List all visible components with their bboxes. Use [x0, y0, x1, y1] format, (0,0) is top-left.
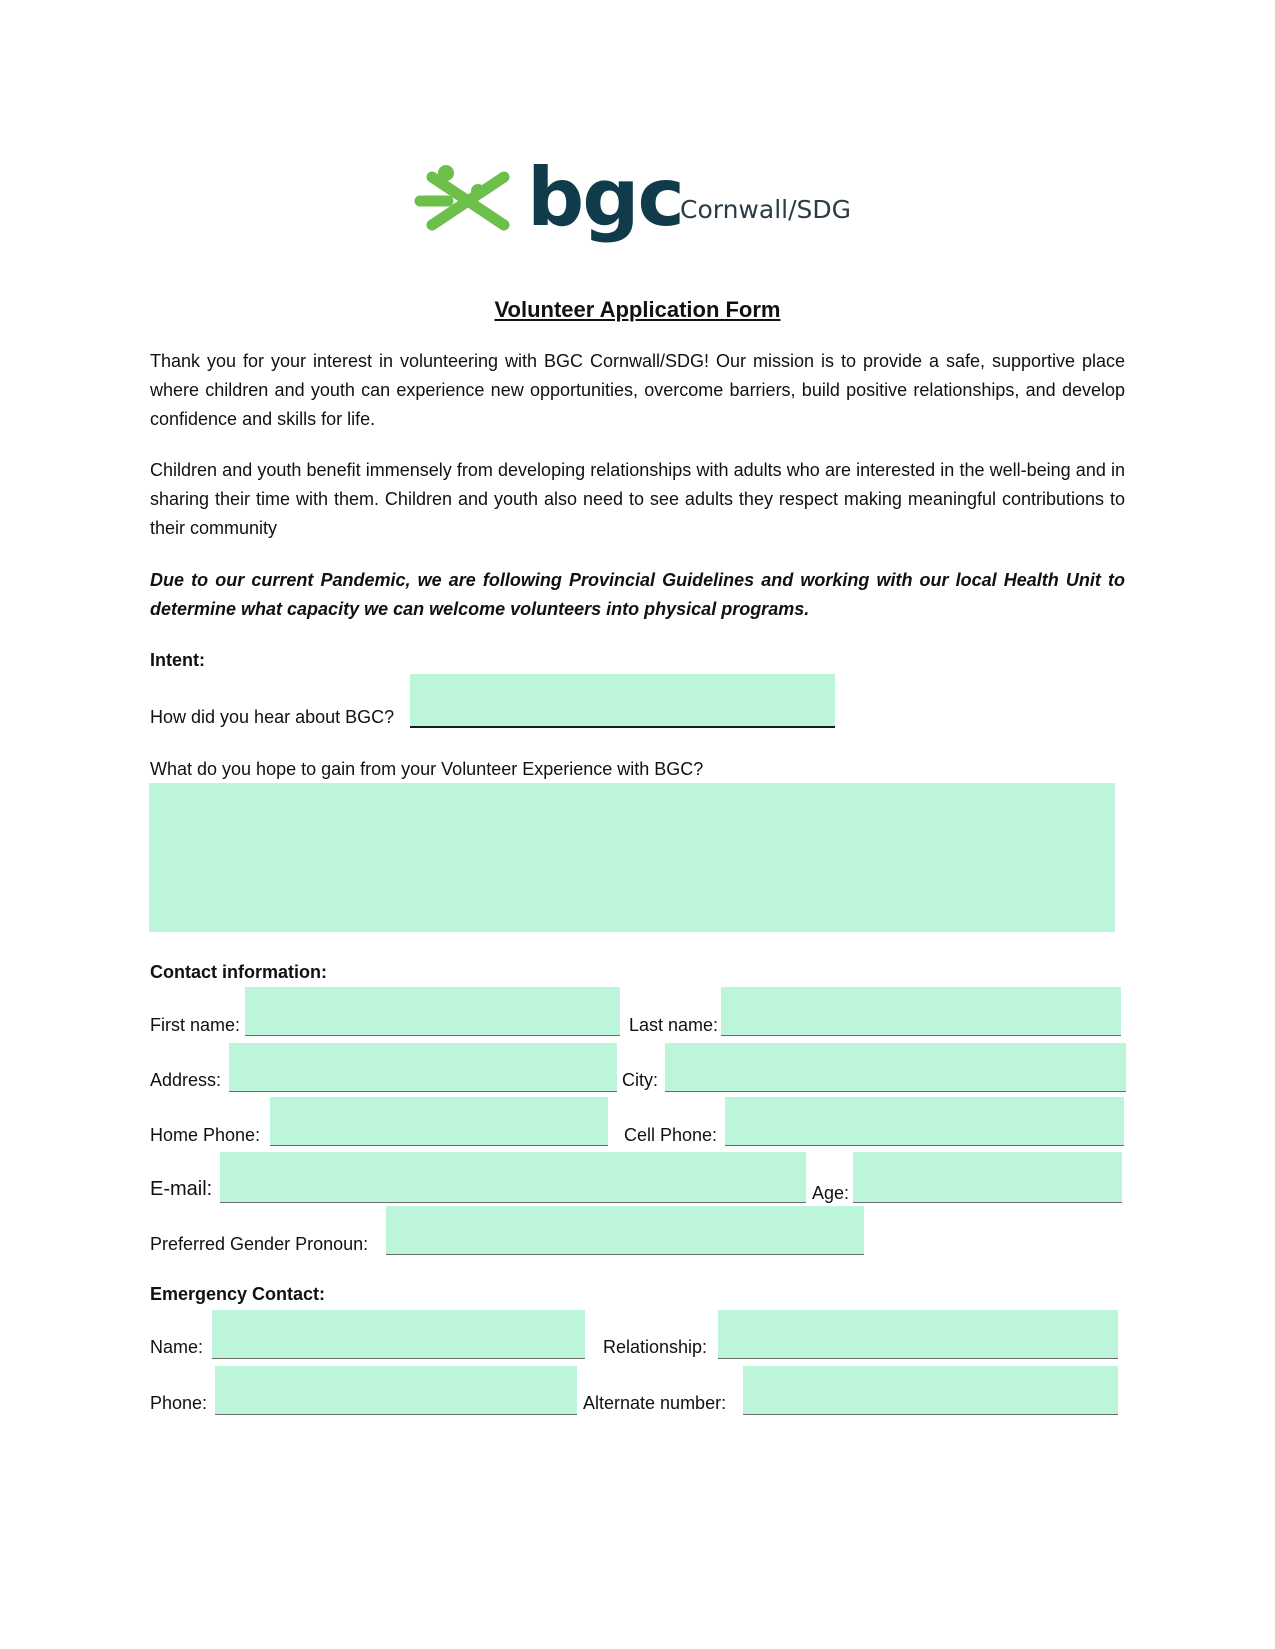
- cell-phone-field[interactable]: [725, 1097, 1124, 1146]
- age-label: Age:: [812, 1183, 850, 1203]
- last-name-label: Last name:: [629, 1015, 719, 1035]
- hear-about-field[interactable]: [410, 674, 835, 728]
- home-phone-field[interactable]: [270, 1097, 608, 1146]
- form-title: Volunteer Application Form: [494, 297, 781, 322]
- email-label: E-mail:: [150, 1178, 213, 1200]
- emergency-phone-field[interactable]: [215, 1366, 577, 1415]
- age-field[interactable]: [853, 1152, 1122, 1203]
- hear-about-label: How did you hear about BGC?: [150, 707, 395, 727]
- emergency-heading: Emergency Contact:: [150, 1284, 326, 1304]
- emergency-phone-label: Phone:: [150, 1393, 208, 1413]
- intro-paragraph-1: Thank you for your interest in volunteering with BGC Cornwall/SDG! Our mission is to provide a safe, supportive place where children and youth can experience new opportunities, overcome barriers, build positive relationships, and develop confidence and skills for life.: [150, 351, 1125, 429]
- logo-wordmark: bgc: [527, 151, 683, 244]
- intent-heading: Intent:: [150, 650, 205, 670]
- relationship-field[interactable]: [718, 1310, 1118, 1359]
- first-name-field[interactable]: [245, 987, 620, 1036]
- intro-paragraph-2: Children and youth benefit immensely from developing relationships with adults who are interested in the well-being and in sharing their time with them. Children and youth also need to see adults they respect making meaningful contributions to their community: [150, 460, 1125, 538]
- last-name-field[interactable]: [721, 987, 1121, 1036]
- contact-heading: Contact information:: [150, 962, 327, 982]
- emergency-name-field[interactable]: [212, 1310, 585, 1359]
- email-field[interactable]: [220, 1152, 806, 1203]
- relationship-label: Relationship:: [603, 1337, 708, 1357]
- alternate-number-label: Alternate number:: [583, 1393, 727, 1413]
- hope-to-gain-label: What do you hope to gain from your Volunteer Experience with BGC?: [150, 759, 704, 779]
- city-field[interactable]: [665, 1043, 1126, 1092]
- city-label: City:: [622, 1070, 658, 1090]
- pronoun-label: Preferred Gender Pronoun:: [150, 1234, 369, 1254]
- logo-location: Cornwall/SDG: [680, 195, 852, 224]
- hope-to-gain-field[interactable]: [149, 783, 1115, 932]
- cell-phone-label: Cell Phone:: [624, 1125, 718, 1145]
- first-name-label: First name:: [150, 1015, 241, 1035]
- alternate-number-field[interactable]: [743, 1366, 1118, 1415]
- address-label: Address:: [150, 1070, 222, 1090]
- bgc-figures-icon: [412, 165, 520, 237]
- pandemic-notice: Due to our current Pandemic, we are following Provincial Guidelines and working with our local Health Unit to determine what capacity we can welcome volunteers into physical programs.: [150, 570, 1125, 619]
- address-field[interactable]: [229, 1043, 617, 1092]
- emergency-name-label: Name:: [150, 1337, 204, 1357]
- pronoun-field[interactable]: [386, 1206, 864, 1255]
- home-phone-label: Home Phone:: [150, 1125, 261, 1145]
